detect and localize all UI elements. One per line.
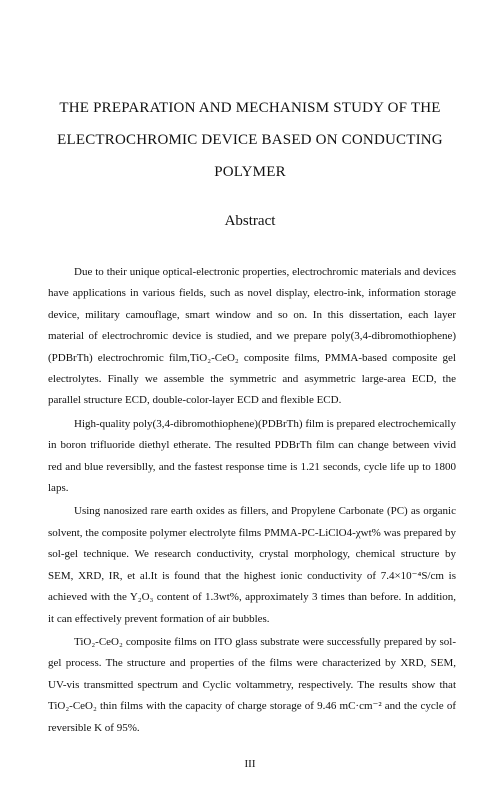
page-number: III [244, 758, 256, 770]
title-line-3: POLYMER [214, 164, 286, 180]
title-line-1: THE PREPARATION AND MECHANISM STUDY OF THE [59, 100, 441, 116]
abstract-body [48, 262, 456, 741]
abstract-paragraph-1: Due to their unique optical-electronic properties, electrochromic materials and devices have applications in various fields, such as novel display, electro-ink, information storage device, military camouflage, smart window and so on. In this dissertation, each layer material of electrochromic device is studied, and we prepare poly(3,4-dibromothiophene) (PDBrTh) electrochromic film,TiO₂-CeO₂ composite films, PMMA-based composite gel electrolytes. Finally we assemble the symmetric and asymmetric large-area ECD, the parallel structure ECD, double-color-layer ECD and flexible ECD. [48, 266, 456, 407]
title-line-2: ELECTROCHROMIC DEVICE BASED ON CONDUCTING [57, 132, 443, 148]
abstract-paragraph-4: TiO₂-CeO₂ composite films on ITO glass substrate were successfully prepared by sol-gel process. The structure and properties of the films were characterized by XRD, SEM, UV-vis transmitted spectrum and Cyclic voltammetry, respectively. The results show that TiO₂-CeO₂ thin films with the capacity of charge storage of 9.46 mC·cm⁻² and the cycle of reversible K of 95%. [48, 635, 456, 734]
abstract-heading: Abstract [224, 213, 276, 229]
abstract-paragraph-2: High-quality poly(3,4-dibromothiophene)(PDBrTh) film is prepared electrochemically in boron trifluoride diethyl etherate. The resulted PDBrTh film can change between vivid red and blue reversiblly, and the fastest response time is 1.21 seconds, cycle life up to 1800 laps. [48, 417, 456, 495]
thesis-title [40, 92, 460, 188]
abstract-paragraph-3: Using nanosized rare earth oxides as fillers, and Propylene Carbonate (PC) as organic solvent, the composite polymer electrolyte films PMMA-PC-LiClO4-χwt% was prepared by sol-gel technique. We research conductivity, crystal morphology, chemical structure by SEM, XRD, IR, et al.It is found that the highest ionic conductivity of 7.4×10⁻⁴S/cm is achieved with the Y₂O₃ content of 1.3wt%, approximately 3 times than before. In addition, it can effectively prevent formation of air bubbles. [48, 505, 456, 625]
